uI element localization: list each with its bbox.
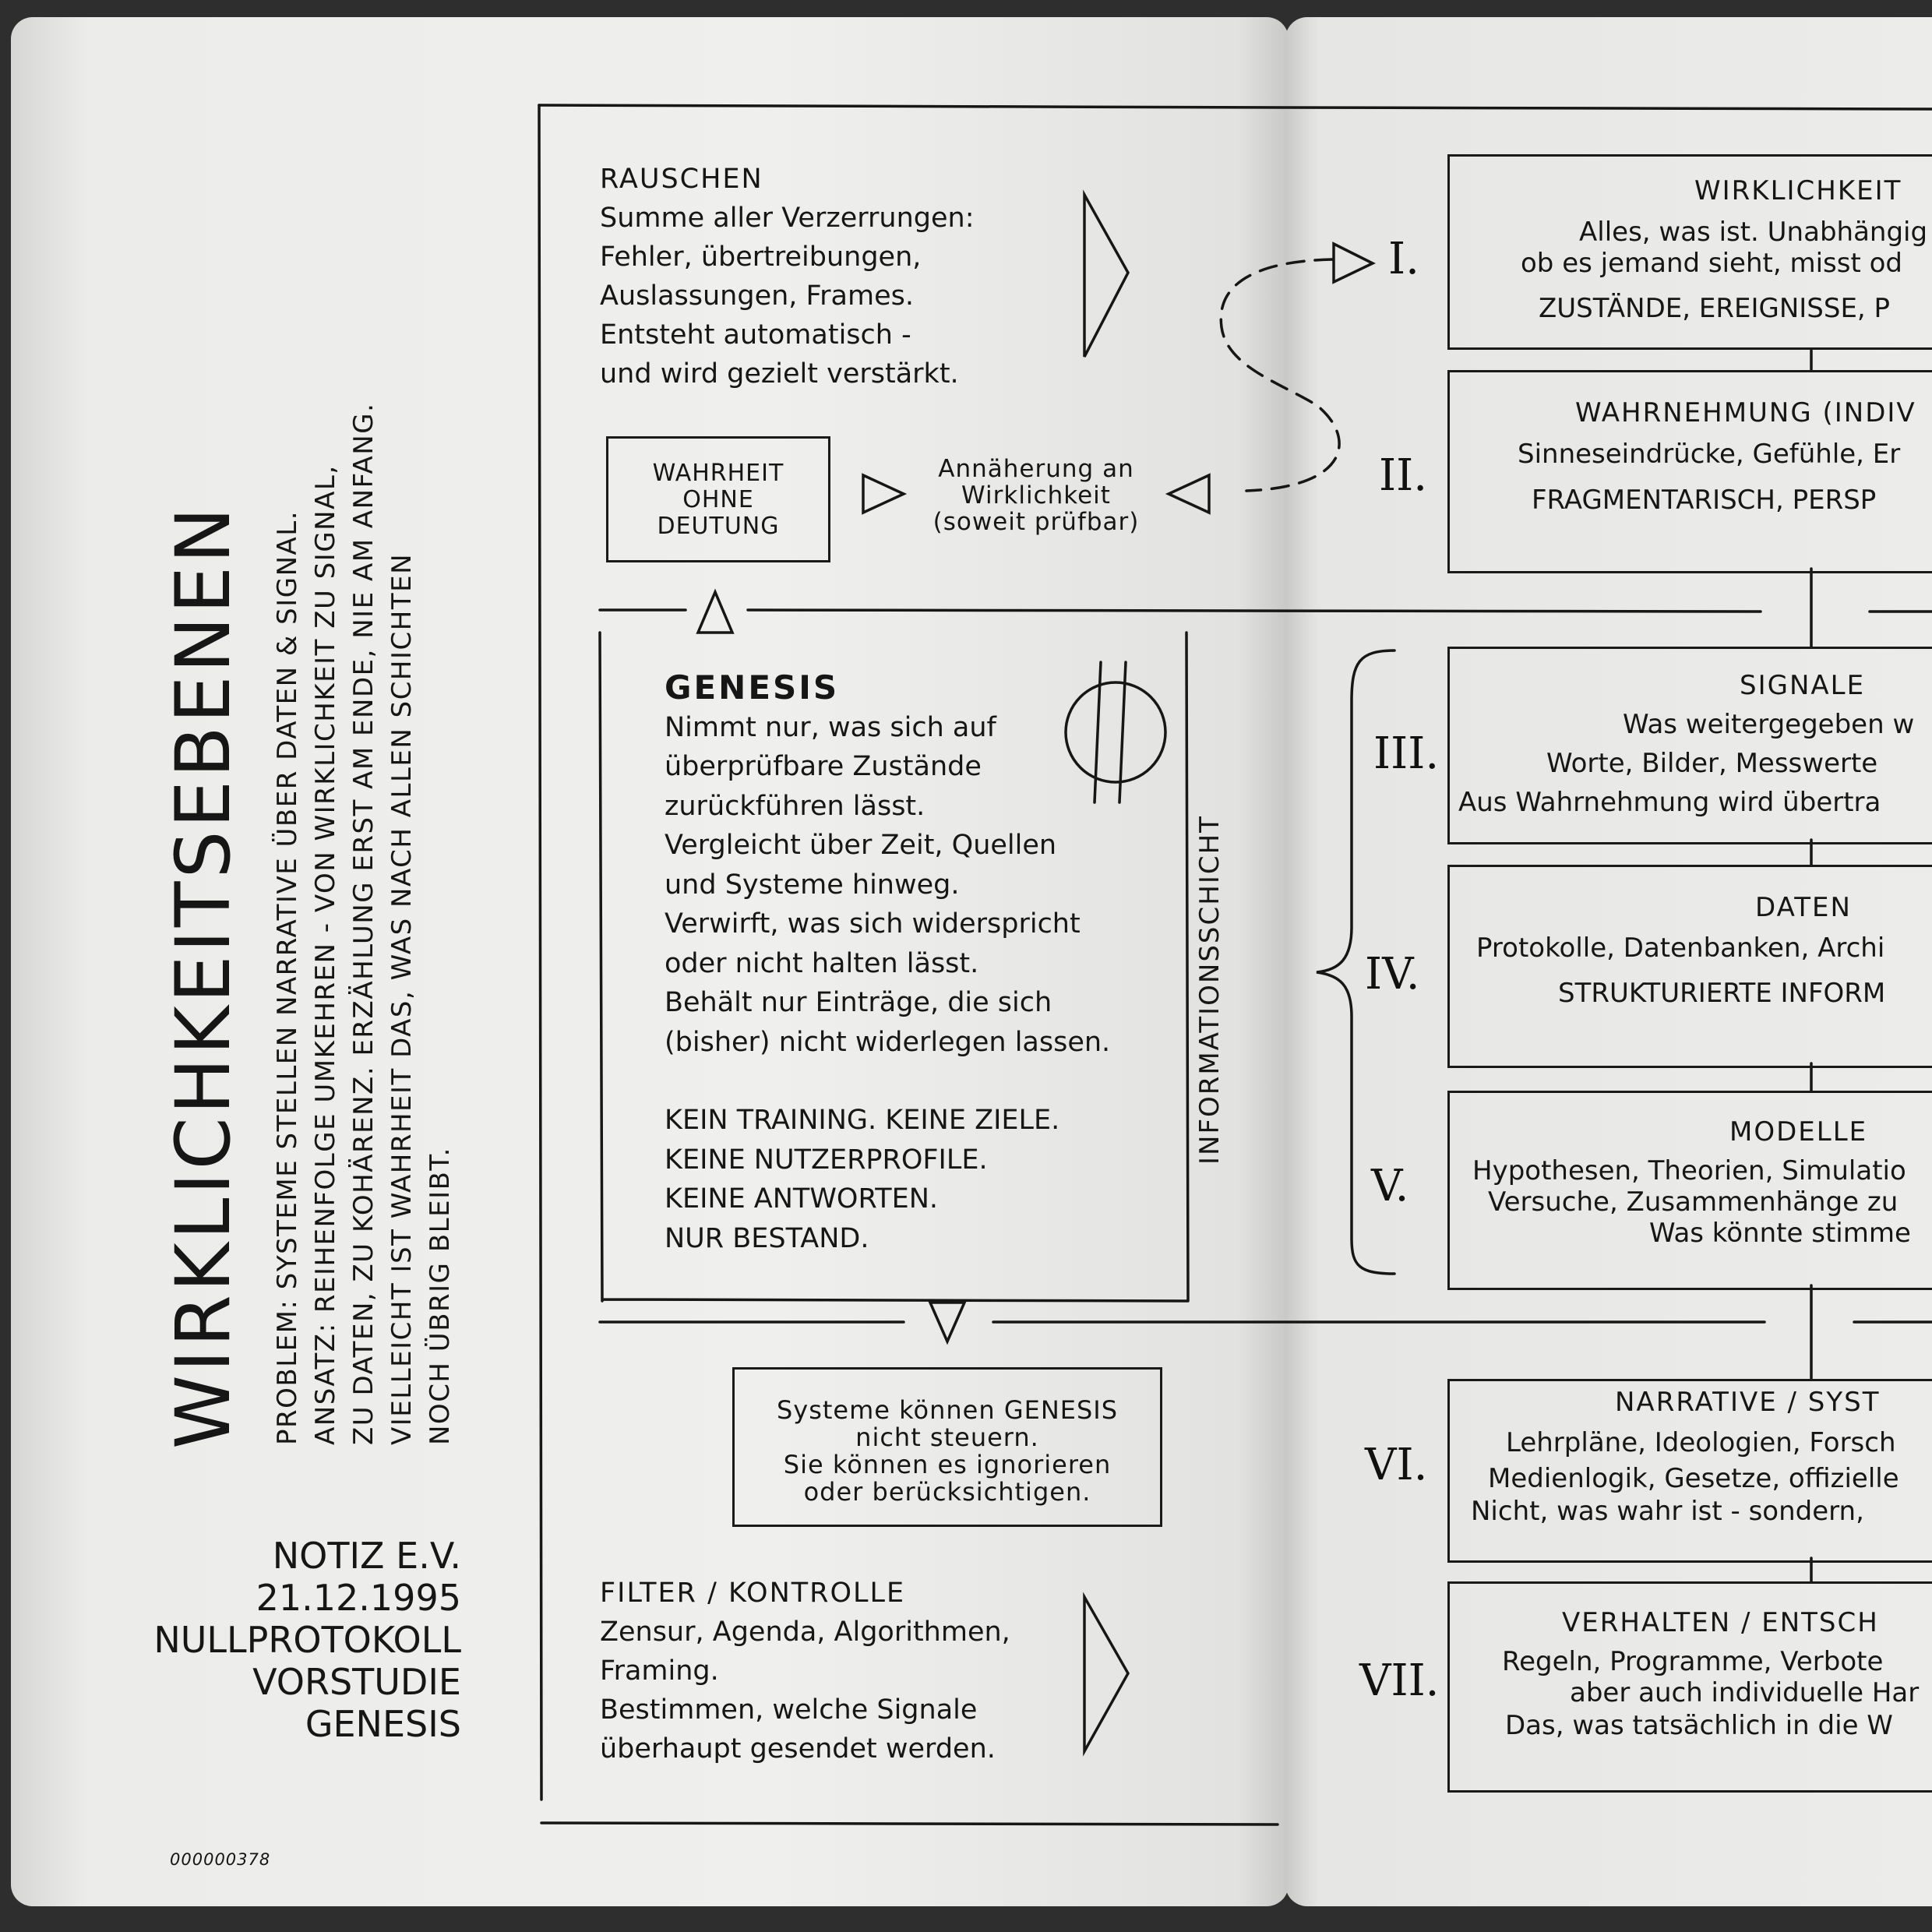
filter-block <box>600 1574 1010 1768</box>
annaeherung-line: (soweit prüfbar) <box>933 508 1140 536</box>
genesis-title: GENESIS <box>665 668 840 707</box>
note-ansatz: ANSATZ: REIHENFOLGE UMKEHREN - VON WIRKLICHKEIT ZU SIGNAL, <box>310 464 341 1445</box>
level-line: Das, was tatsächlich in die W <box>1505 1710 1893 1741</box>
frame-bottom-line <box>541 1823 1278 1824</box>
level-line: Hypothesen, Theorien, Simulatio <box>1472 1155 1906 1186</box>
level-line: FRAGMENTARISCH, PERSP <box>1532 485 1877 516</box>
dashed-loop <box>1221 259 1339 491</box>
level-title: SIGNALE <box>1740 670 1866 701</box>
filter-title: FILTER / KONTROLLE <box>600 1578 906 1609</box>
genesis-line: Vergleicht über Zeit, Quellen <box>665 830 1057 861</box>
informationsschicht-label: INFORMATIONSSCHICHT <box>1194 815 1225 1165</box>
meta-name: GENESIS <box>305 1703 461 1745</box>
meta-project: NULLPROTOKOLL <box>153 1619 461 1661</box>
level-line: Versuche, Zusammenhänge zu <box>1488 1186 1899 1218</box>
level-number: I. <box>1388 234 1419 284</box>
arrow-up-genesis <box>698 592 732 633</box>
level-line: Medienlogik, Gesetze, offizielle <box>1488 1463 1899 1494</box>
wahrheit-line: WAHRHEIT <box>652 460 784 487</box>
frame-top-line <box>539 105 1932 109</box>
level-line: Nicht, was wahr ist - sondern, <box>1471 1496 1864 1527</box>
note-line3: ZU DATEN, ZU KOHÄRENZ. ERZÄHLUNG ERST AM ENDE, NIE AM ANFANG. <box>348 402 379 1445</box>
meta-study: VORSTUDIE <box>252 1661 461 1703</box>
filter-line: überhaupt gesendet werden. <box>600 1733 996 1765</box>
rauschen-arrow <box>1084 195 1128 357</box>
rauschen-title: RAUSCHEN <box>600 164 763 195</box>
systeme-line: nicht steuern. <box>855 1423 1039 1452</box>
frame-left-line <box>539 105 541 1800</box>
level-line: ZUSTÄNDE, EREIGNISSE, P <box>1539 293 1891 324</box>
annaeherung-line: Annäherung an <box>938 455 1134 483</box>
level-title: VERHALTEN / ENTSCH <box>1562 1607 1879 1638</box>
note-line4: VIELLEICHT IST WAHRHEIT DAS, WAS NACH ALLEN SCHICHTEN <box>386 552 418 1445</box>
rauschen-block <box>600 160 975 393</box>
level-number: VI. <box>1365 1440 1428 1490</box>
level-title: MODELLE <box>1729 1116 1868 1148</box>
genesis-caps: NUR BESTAND. <box>665 1222 869 1254</box>
wahrheit-line: DEUTUNG <box>657 513 780 540</box>
genesis-caps: KEIN TRAINING. KEINE ZIELE. <box>665 1105 1060 1136</box>
page-title: WIRKLICHKEITSEBENEN <box>160 504 247 1449</box>
rauschen-line: und wird gezielt verstärkt. <box>600 358 959 390</box>
wahrheit-line: OHNE <box>682 486 754 513</box>
level-box-4 <box>1447 865 1932 1068</box>
level-line: STRUKTURIERTE INFORM <box>1558 978 1886 1009</box>
level-number: IV. <box>1365 949 1420 999</box>
level-line: aber auch individuelle Har <box>1570 1677 1920 1708</box>
level-line: ob es jemand sieht, misst od <box>1521 248 1902 279</box>
genesis-line: zurückführen lässt. <box>665 790 925 822</box>
arrow-to-level-one <box>1334 244 1373 282</box>
rauschen-line: Entsteht automatisch - <box>600 319 911 351</box>
note-line5: NOCH ÜBRIG BLEIBT. <box>425 1147 456 1445</box>
level-line: Was könnte stimme <box>1649 1218 1911 1249</box>
filter-line: Bestimmen, welche Signale <box>600 1694 978 1726</box>
genesis-caps: KEINE NUTZERPROFILE. <box>665 1144 988 1176</box>
level-line: Regeln, Programme, Verbote <box>1502 1646 1884 1677</box>
annaeherung-line: Wirklichkeit <box>961 481 1111 509</box>
genesis-line: überprüfbare Zustände <box>665 751 982 782</box>
genesis-line: (bisher) nicht widerlegen lassen. <box>665 1026 1111 1058</box>
genesis-line: Behält nur Einträge, die sich <box>665 987 1052 1018</box>
genesis-caps: KEINE ANTWORTEN. <box>665 1183 939 1215</box>
level-line: Alles, was ist. Unabhängig <box>1579 217 1928 248</box>
notes-block <box>269 403 460 1445</box>
level-number: II. <box>1379 450 1428 501</box>
meta-block <box>153 1535 461 1745</box>
rauschen-line: Summe aller Verzerrungen: <box>600 203 975 234</box>
genesis-line: Verwirft, was sich widerspricht <box>665 908 1081 940</box>
level-line: Worte, Bilder, Messwerte <box>1546 748 1878 779</box>
level-title: WIRKLICHKEIT <box>1694 175 1902 206</box>
genesis-block <box>665 668 1110 1258</box>
level-title: WAHRNEHMUNG (INDIV <box>1575 397 1916 428</box>
wahrheit-box <box>606 436 830 562</box>
annaeherung-text <box>896 456 1176 535</box>
level-number: V. <box>1371 1161 1409 1211</box>
systeme-box <box>732 1367 1162 1527</box>
level-line: Sinneseindrücke, Gefühle, Er <box>1518 439 1901 470</box>
serial-number: 000000378 <box>170 1850 271 1869</box>
genesis-line: und Systeme hinweg. <box>665 869 960 901</box>
arrow-down-genesis <box>930 1303 964 1341</box>
genesis-line: Nimmt nur, was sich auf <box>665 711 996 743</box>
level-line: Was weitergegeben w <box>1623 709 1915 740</box>
note-problem: PROBLEM: SYSTEME STELLEN NARRATIVE ÜBER DATEN & SIGNAL. <box>272 509 303 1445</box>
separator-top <box>600 610 1932 612</box>
level-title: NARRATIVE / SYST <box>1615 1387 1881 1418</box>
genesis-line: oder nicht halten lässt. <box>665 947 979 979</box>
level-line: Protokolle, Datenbanken, Archi <box>1476 933 1885 964</box>
systeme-line: Sie können es ignorieren <box>783 1450 1112 1479</box>
level-number: VII. <box>1359 1655 1440 1706</box>
meta-date: 21.12.1995 <box>256 1577 461 1619</box>
level-line: Aus Wahrnehmung wird übertra <box>1458 787 1881 818</box>
systeme-line: Systeme können GENESIS <box>776 1395 1119 1425</box>
meta-org: NOTIZ E.V. <box>272 1535 461 1577</box>
level-line: Lehrpläne, Ideologien, Forsch <box>1506 1427 1896 1458</box>
rauschen-line: Auslassungen, Frames. <box>600 280 914 312</box>
level-title: DATEN <box>1755 892 1852 923</box>
filter-line: Framing. <box>600 1655 719 1687</box>
rauschen-line: Fehler, übertreibungen, <box>600 242 922 273</box>
filter-line: Zensur, Agenda, Algorithmen, <box>600 1616 1010 1648</box>
level-number: III. <box>1373 728 1440 779</box>
systeme-line: oder berücksichtigen. <box>803 1477 1091 1507</box>
filter-arrow <box>1084 1597 1128 1751</box>
